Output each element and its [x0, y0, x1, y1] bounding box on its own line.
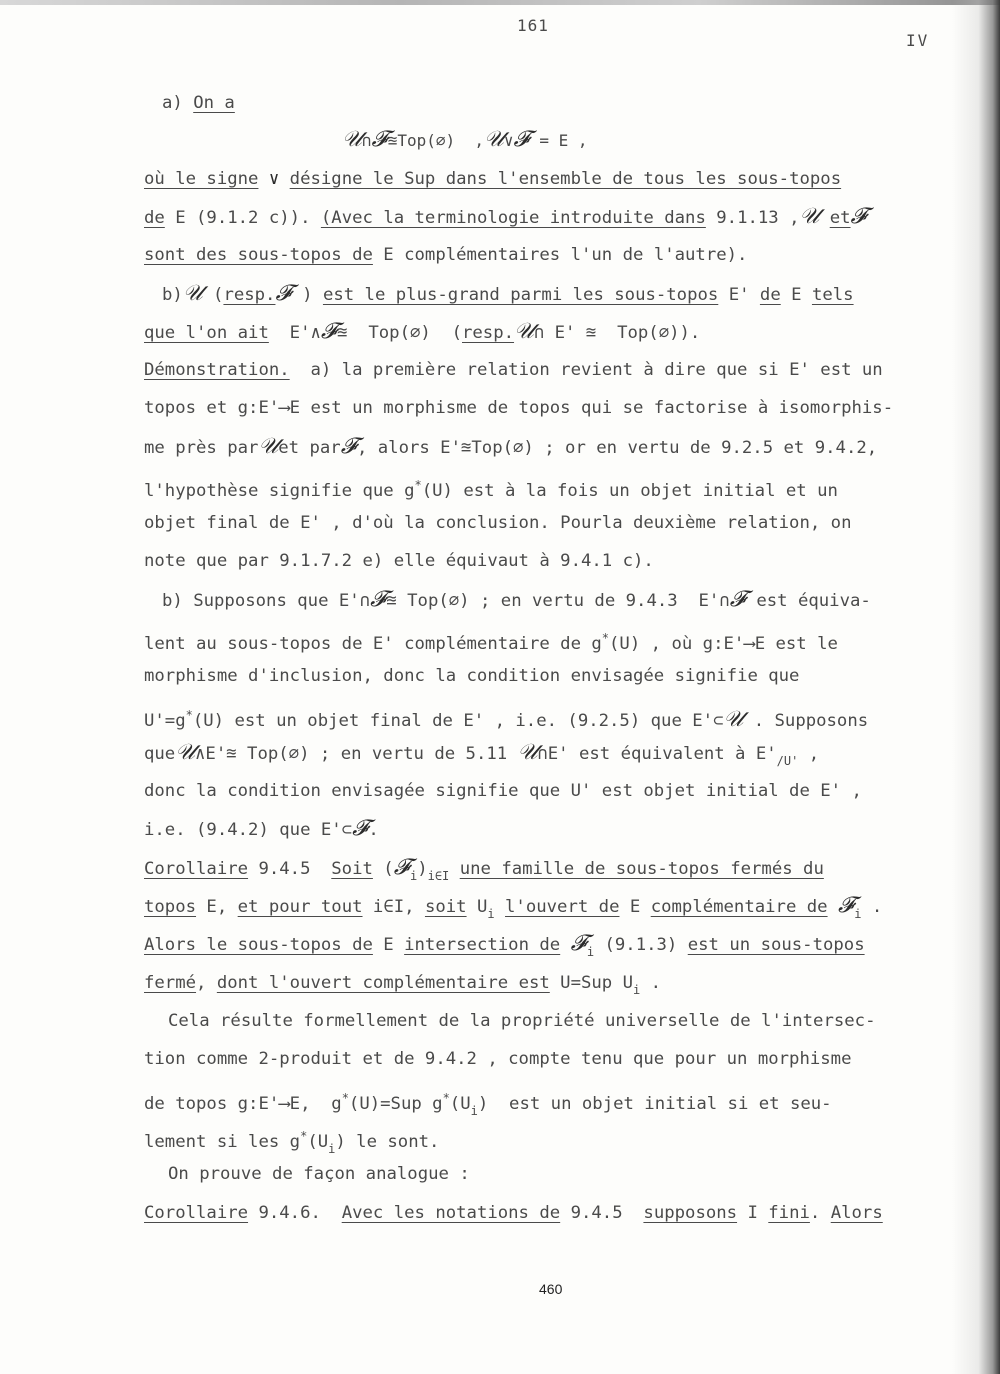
- text-line-27: de topos g:E'⟶E, g*(U)=Sup $g^*(U_i)$ est un objet initial si et seu-: [144, 1091, 832, 1118]
- text-line-28: lement si les $g^*(U_i)$ le sont.: [144, 1129, 440, 1156]
- text-line-16: morphisme d'inclusion, donc la condition envisagée signifie que: [144, 666, 800, 686]
- chapter-mark: IV: [906, 31, 930, 50]
- page-number-top: 161: [517, 16, 549, 35]
- text-line-1: a) On a: [162, 93, 235, 113]
- text-line-21: Corollaire 9.4.5 Soit $(𝓕_i)_{i\in I}$ une famille de sous-topos fermés du: [144, 855, 824, 883]
- text-line-24: fermé, dont l'ouvert complémentaire est U=Sup $U_i$ .: [144, 973, 662, 997]
- text-line-4: de E (9.1.2 c)). (Avec la terminologie introduite dans 9.1.13 ,𝒰 et𝓕: [144, 204, 867, 229]
- text-line-11: l'hypothèse signifie que g*(U) est à la fois un objet initial et un: [144, 478, 838, 501]
- text-line-17: U'=g*(U) est un objet final de E' , i.e. (9.2.5) que E'⊂𝒰 . Supposons: [144, 707, 869, 732]
- text-line-30: Corollaire 9.4.6. Avec les notations de 9.4.5 supposons I fini. Alors: [144, 1203, 883, 1223]
- text-line-9: topos et g:E'⟶E est un morphisme de topos qui se factorise à isomorphis-: [144, 398, 894, 418]
- scan-top-edge: [0, 0, 1000, 5]
- text-line-7: que l'on ait E'∧𝓕≊ Top(∅) (resp.𝒰∩ E' ≊ Top(∅)).: [144, 319, 701, 344]
- text-line-12: objet final de E' , d'où la conclusion. Pourla deuxième relation, on: [144, 513, 852, 533]
- text-line-29: On prouve de façon analogue :: [168, 1164, 470, 1184]
- text-line-6: b)𝒰 (resp.𝓕 ) est le plus-grand parmi les sous-topos E' de E tels: [162, 281, 854, 306]
- text-line-5: sont des sous-topos de E complémentaires l'un de l'autre).: [144, 245, 748, 265]
- text-line-13: note que par 9.1.7.2 e) elle équivaut à 9.4.1 c).: [144, 551, 654, 571]
- text-line-20: i.e. (9.4.2) que E'⊂𝓕.: [144, 816, 379, 841]
- text-line-8: Démonstration. a) la première relation revient à dire que si E' est un: [144, 360, 883, 380]
- text-line-23: Alors le sous-topos de E intersection de 𝓕$_i$ (9.1.3) est un sous-topos: [144, 931, 865, 959]
- text-line-25: Cela résulte formellement de la propriété universelle de l'intersec-: [168, 1011, 876, 1031]
- text-line-26: tion comme 2-produit et de 9.4.2 , compte tenu que pour un morphisme: [144, 1049, 852, 1069]
- text-line-14: b) Supposons que E'∩𝓕≊ Top(∅) ; en vertu de 9.4.3 E'∩𝓕 est équiva-: [162, 587, 871, 612]
- scan-binding-shadow: [952, 0, 1000, 1374]
- text-line-18: que𝒰∧E'≊ Top(∅) ; en vertu de 5.11 𝒰∩E' est équivalent à $E'_{/U'}$ ,: [144, 740, 820, 768]
- text-line-15: lent au sous-topos de E' complémentaire de g*(U) , où g:E'⟶E est le: [144, 631, 838, 654]
- page-number-footer: 460: [539, 1281, 563, 1297]
- display-formula: 𝒰∩𝓕≊Top(∅) ,𝒰∨𝓕 = E ,: [342, 127, 588, 152]
- text-line-22: topos E, et pour tout i∈I, soit $U_i$ l'ouvert de E complémentaire de 𝓕$_i$ .: [144, 893, 883, 921]
- text-line-3: où le signe ∨ désigne le Sup dans l'ensemble de tous les sous-topos: [144, 169, 842, 189]
- text-line-10: me près par𝒰et par𝓕, alors E'≊Top(∅) ; or en vertu de 9.2.5 et 9.4.2,: [144, 434, 878, 459]
- text-line-19: donc la condition envisagée signifie que U' est objet initial de E' ,: [144, 781, 862, 801]
